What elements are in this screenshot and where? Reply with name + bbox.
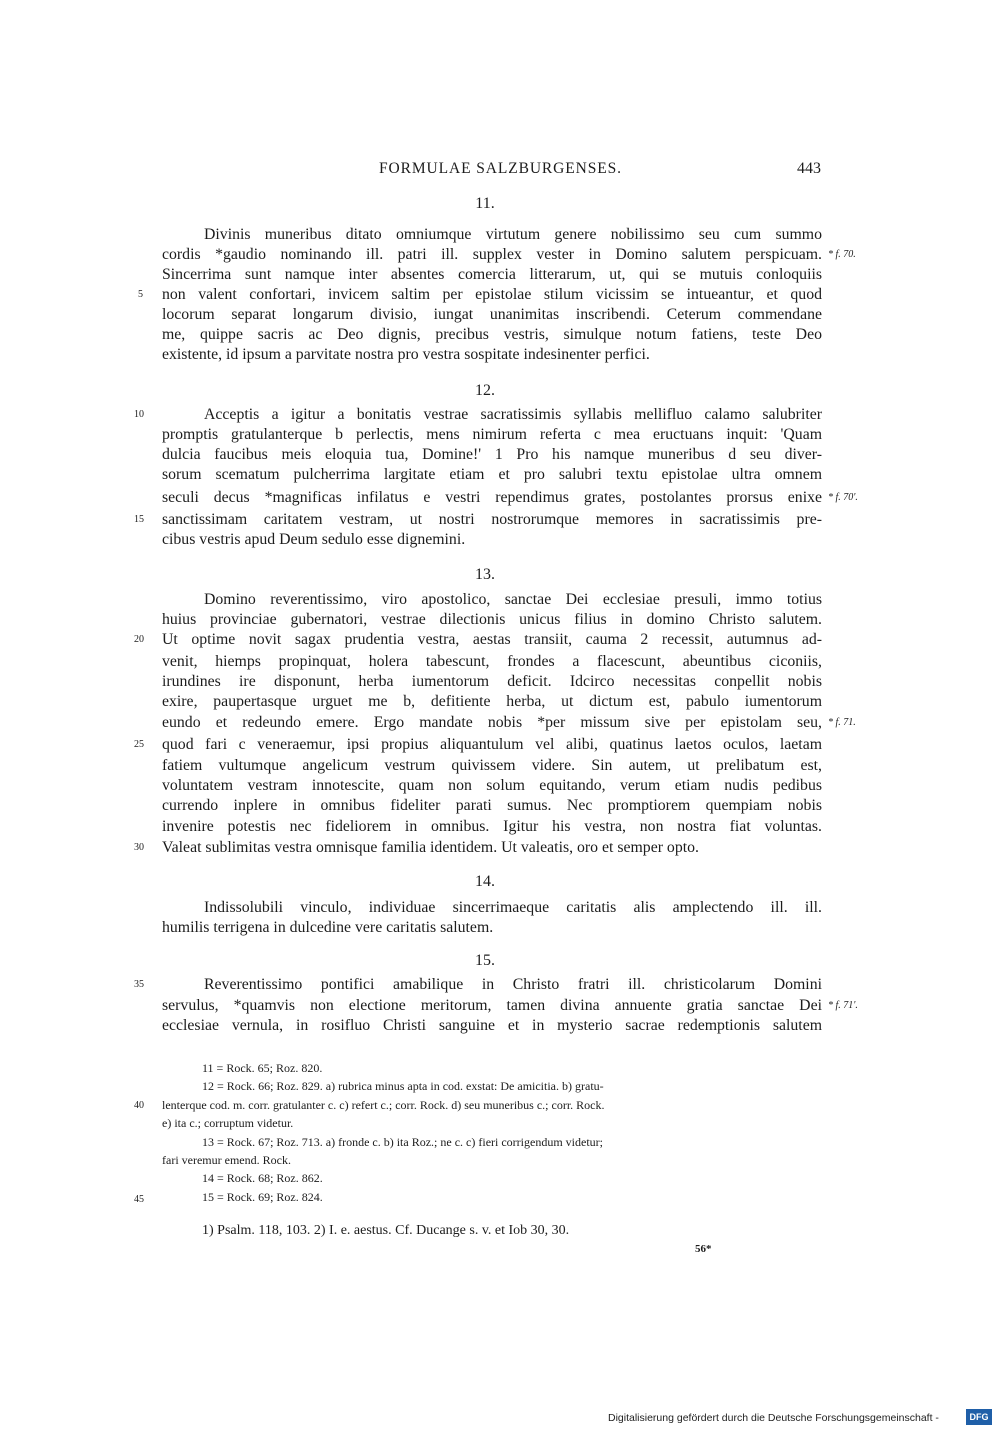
text-line: invenire potestis nec fideliorem in omnibus. Igitur his vestra, non nostra fiat voluntas.	[162, 818, 822, 835]
apparatus-note: fari veremur emend. Rock.	[162, 1153, 291, 1167]
text-line: sorum scematum pulcherrima largitate etiam et pro salubri textu epistolae ultra omnem	[162, 466, 822, 483]
folio-reference: * f. 71.	[828, 717, 856, 728]
text-line: eundo et redeundo emere. Ergo mandate nobis *per missum sive per epistolam seu,	[162, 714, 822, 731]
text-line: non valent confortari, invicem saltim per epistolae stilum vicissim se intueantur, et quod	[162, 286, 822, 303]
text-line: voluntatem vestram innotescite, quam non solum equitando, verum etiam nudis pedibus	[162, 777, 822, 794]
line-number: 25	[134, 739, 144, 750]
text-line: venit, hiemps propinquat, holera tabescunt, frondes a flacescunt, abeuntibus ciconiis,	[162, 653, 822, 670]
text-line: irundines ire disponunt, herba iumentorum deficit. Idcirco necessitas conpellit nobis	[162, 673, 822, 690]
text-line: Divinis muneribus ditato omniumque virtutum genere nobilissimo seu cum summo	[204, 226, 822, 243]
text-line: Acceptis a igitur a bonitatis vestrae sacratissimis syllabis mellifluo calamo salubriter	[204, 406, 822, 423]
text-line: Indissolubili vinculo, individuae sincerrimaeque caritatis alis amplectendo ill. ill.	[204, 899, 822, 916]
line-number: 45	[134, 1194, 144, 1205]
apparatus-note: 11 = Rock. 65; Roz. 820.	[202, 1061, 323, 1075]
section-number: 12.	[475, 382, 495, 399]
folio-reference: * f. 70.	[828, 249, 856, 260]
line-number: 15	[134, 514, 144, 525]
digitization-notice: Digitalisierung gefördert durch die Deutsche Forschungsgemeinschaft -	[608, 1412, 939, 1424]
folio-reference: * f. 71'.	[828, 1000, 858, 1011]
footnotes: 1) Psalm. 118, 103. 2) I. e. aestus. Cf. Ducange s. v. et Iob 30, 30.	[202, 1223, 570, 1238]
line-number: 10	[134, 409, 144, 420]
folio-reference: * f. 70'.	[828, 492, 858, 503]
apparatus-note: 12 = Rock. 66; Roz. 829. a) rubrica minus apta in cod. exstat: De amicitia. b) gratu-	[202, 1079, 604, 1093]
running-head-title: FORMULAE SALZBURGENSES.	[379, 160, 622, 177]
text-line: ecclesiae vernula, in rosifluo Christi sanguine et in mysterio sacrae redemptionis salutem	[162, 1017, 822, 1034]
apparatus-note: 13 = Rock. 67; Roz. 713. a) fronde c. b) ita Roz.; ne c. c) fieri corrigendum videtur;	[202, 1135, 603, 1149]
text-line: humilis terrigena in dulcedine vere caritatis salutem.	[162, 919, 494, 936]
page-number: 443	[797, 160, 821, 177]
text-line: locorum separat longarum divisio, iungat unanimitas inscribendi. Ceterum commendane	[162, 306, 822, 323]
dfg-logo[interactable]: DFG	[966, 1409, 992, 1425]
text-line: Sincerrima sunt namque inter absentes comercia litterarum, ut, qui se mutuis conloquiis	[162, 266, 822, 283]
apparatus-note: 14 = Rock. 68; Roz. 862.	[202, 1171, 323, 1185]
text-line: me, quippe sacris ac Deo dignis, precibus vestris, simulque notum fatiens, teste Deo	[162, 326, 822, 343]
section-number: 13.	[475, 566, 495, 583]
section-number: 14.	[475, 873, 495, 890]
line-number: 20	[134, 634, 144, 645]
text-line: seculi decus *magnificas infilatus e vestri rependimus grates, postolantes prorsus enixe	[162, 489, 822, 506]
apparatus-note: lenterque cod. m. corr. gratulanter c. c) refert c.; corr. Rock. d) seu muneribus c.; corr. Rock.	[162, 1098, 605, 1112]
text-line: Ut optime novit sagax prudentia vestra, aestas transiit, cauma 2 recessit, autumnus ad-	[162, 631, 822, 648]
text-line: servulus, *quamvis non electione meritorum, tamen divina annuente gratia sanctae Dei	[162, 997, 822, 1014]
line-number: 5	[138, 289, 143, 300]
text-line: exire, paupertasque urguet me b, defitiente herba, ut dictum est, pabulo iumentorum	[162, 693, 822, 710]
text-line: cordis *gaudio nominando ill. patri ill. supplex vester in Domino salutem perspicuam.	[162, 246, 822, 263]
text-line: quod fari c veneraemur, ipsi propius aliquantulum vel alibi, quatinus laetos oculos, laetam	[162, 736, 822, 753]
apparatus-note: e) ita c.; corruptum videtur.	[162, 1116, 294, 1130]
text-line: dulcia faucibus meis eloquia tua, Domine!' 1 Pro his namque muneribus d seu diver-	[162, 446, 822, 463]
section-number: 15.	[475, 952, 495, 969]
text-line: promptis gratulanterque b perlectis, mens nimirum referta c mea eructuans inquit: 'Quam	[162, 426, 822, 443]
section-number: 11.	[475, 195, 495, 212]
text-line: cibus vestris apud Deum sedulo esse dignemini.	[162, 531, 466, 548]
text-line: Domino reverentissimo, viro apostolico, sanctae Dei ecclesiae presuli, immo totius	[204, 591, 822, 608]
text-line: sanctissimam caritatem vestram, ut nostri nostrorumque memores in sacratissimis pre-	[162, 511, 822, 528]
line-number: 30	[134, 842, 144, 853]
text-line: fatiem vultumque angelicum vestrum quivissem videre. Sin autem, ut prelibatum est,	[162, 757, 822, 774]
text-line: Reverentissimo pontifici amabilique in Christo fratri ill. christicolarum Domini	[204, 976, 822, 993]
text-line: Valeat sublimitas vestra omnisque familia identidem. Ut valeatis, oro et semper opto.	[162, 839, 699, 856]
line-number: 40	[134, 1100, 144, 1111]
text-line: currendo inplere in omnibus fideliter parati sumus. Nec promptiorem quempiam nobis	[162, 797, 822, 814]
signature-mark: 56*	[695, 1243, 712, 1255]
line-number: 35	[134, 979, 144, 990]
apparatus-note: 15 = Rock. 69; Roz. 824.	[202, 1190, 323, 1204]
text-line: huius provinciae gubernatori, vestrae dilectionis unicus filius in domino Christo salutem.	[162, 611, 822, 628]
text-line: existente, id ipsum a parvitate nostra pro vestra sospitate indesinenter perfici.	[162, 346, 650, 363]
